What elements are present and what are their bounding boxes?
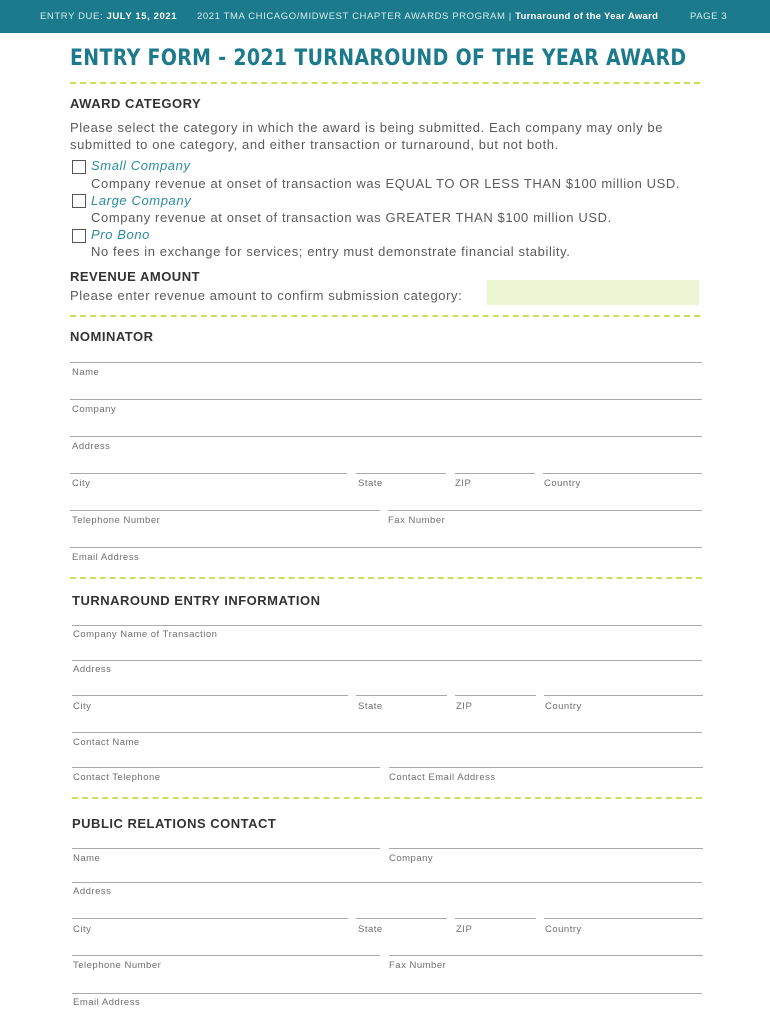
large-company-label: Large Company bbox=[91, 193, 192, 208]
pr-address-line[interactable] bbox=[72, 882, 702, 883]
large-company-checkbox[interactable] bbox=[72, 194, 86, 208]
turnaround-contact-email-line[interactable] bbox=[389, 767, 703, 768]
nominator-city-line[interactable] bbox=[70, 473, 347, 474]
pr-company-line[interactable] bbox=[389, 848, 703, 849]
nominator-city-label: City bbox=[72, 478, 91, 489]
turnaround-city-label: City bbox=[73, 701, 92, 712]
pr-telephone-line[interactable] bbox=[72, 955, 380, 956]
nominator-address-label: Address bbox=[72, 441, 111, 452]
page-title: ENTRY FORM - 2021 TURNAROUND OF THE YEAR AWARD bbox=[70, 46, 687, 71]
nominator-email-label: Email Address bbox=[72, 552, 140, 563]
program-name: 2021 TMA CHICAGO/MIDWEST CHAPTER AWARDS PROGRAM | bbox=[197, 11, 512, 22]
nominator-state-label: State bbox=[358, 478, 383, 489]
nominator-fax-line[interactable] bbox=[388, 510, 702, 511]
nominator-country-label: Country bbox=[544, 478, 581, 489]
pr-telephone-label: Telephone Number bbox=[73, 960, 162, 971]
turnaround-zip-line[interactable] bbox=[455, 695, 536, 696]
entry-due-label: ENTRY DUE: bbox=[40, 11, 104, 22]
nominator-zip-label: ZIP bbox=[455, 478, 472, 489]
pr-zip-label: ZIP bbox=[456, 924, 473, 935]
pr-email-line[interactable] bbox=[72, 993, 702, 994]
large-company-description: Company revenue at onset of transaction was GREATER THAN $100 million USD. bbox=[91, 210, 612, 225]
nominator-telephone-line[interactable] bbox=[70, 510, 380, 511]
pr-fax-line[interactable] bbox=[389, 955, 703, 956]
pr-email-label: Email Address bbox=[73, 997, 141, 1008]
turnaround-country-label: Country bbox=[545, 701, 582, 712]
nominator-name-label: Name bbox=[72, 367, 100, 378]
turnaround-company-line[interactable] bbox=[72, 625, 702, 626]
divider bbox=[70, 315, 700, 317]
turnaround-zip-label: ZIP bbox=[456, 701, 473, 712]
small-company-label: Small Company bbox=[91, 158, 191, 173]
revenue-amount-field[interactable] bbox=[487, 280, 699, 305]
pr-name-label: Name bbox=[73, 853, 101, 864]
pr-name-line[interactable] bbox=[72, 848, 380, 849]
turnaround-contact-telephone-label: Contact Telephone bbox=[73, 772, 161, 783]
divider bbox=[72, 797, 702, 799]
turnaround-address-line[interactable] bbox=[72, 660, 702, 661]
award-name: Turnaround of the Year Award bbox=[515, 11, 659, 22]
program-title bbox=[197, 11, 658, 22]
entry-due-date: JULY 15, 2021 bbox=[106, 11, 178, 22]
nominator-heading: NOMINATOR bbox=[70, 329, 154, 344]
turnaround-company-label: Company Name of Transaction bbox=[73, 629, 218, 640]
header-bar bbox=[0, 0, 770, 33]
pr-city-label: City bbox=[73, 924, 92, 935]
nominator-email-line[interactable] bbox=[70, 547, 702, 548]
turnaround-country-line[interactable] bbox=[544, 695, 703, 696]
pr-fax-label: Fax Number bbox=[389, 960, 447, 971]
instructions-line-1: Please select the category in which the award is being submitted. Each company may only be bbox=[70, 120, 664, 135]
turnaround-city-line[interactable] bbox=[72, 695, 348, 696]
pr-company-label: Company bbox=[389, 853, 434, 864]
pro-bono-description: No fees in exchange for services; entry must demonstrate financial stability. bbox=[91, 244, 571, 259]
pr-state-label: State bbox=[358, 924, 383, 935]
award-category-heading: AWARD CATEGORY bbox=[70, 96, 202, 111]
pro-bono-checkbox[interactable] bbox=[72, 229, 86, 243]
turnaround-state-line[interactable] bbox=[356, 695, 447, 696]
divider bbox=[70, 82, 700, 84]
nominator-company-label: Company bbox=[72, 404, 117, 415]
turnaround-contact-name-label: Contact Name bbox=[73, 737, 140, 748]
nominator-state-line[interactable] bbox=[356, 473, 446, 474]
pr-contact-heading: PUBLIC RELATIONS CONTACT bbox=[72, 816, 277, 831]
revenue-heading: REVENUE AMOUNT bbox=[70, 269, 201, 284]
turnaround-contact-email-label: Contact Email Address bbox=[389, 772, 496, 783]
turnaround-state-label: State bbox=[358, 701, 383, 712]
turnaround-contact-name-line[interactable] bbox=[72, 732, 702, 733]
pr-city-line[interactable] bbox=[72, 918, 348, 919]
divider bbox=[70, 577, 702, 579]
turnaround-contact-telephone-line[interactable] bbox=[72, 767, 380, 768]
page-number: PAGE 3 bbox=[690, 11, 728, 22]
pr-zip-line[interactable] bbox=[455, 918, 536, 919]
entry-due bbox=[40, 11, 177, 22]
small-company-description: Company revenue at onset of transaction was EQUAL TO OR LESS THAN $100 million USD. bbox=[91, 176, 681, 191]
small-company-checkbox[interactable] bbox=[72, 160, 86, 174]
pr-country-line[interactable] bbox=[544, 918, 703, 919]
pr-address-label: Address bbox=[73, 886, 112, 897]
nominator-address-line[interactable] bbox=[70, 436, 702, 437]
nominator-telephone-label: Telephone Number bbox=[72, 515, 161, 526]
nominator-company-line[interactable] bbox=[70, 399, 702, 400]
nominator-fax-label: Fax Number bbox=[388, 515, 446, 526]
pr-state-line[interactable] bbox=[356, 918, 447, 919]
pr-country-label: Country bbox=[545, 924, 582, 935]
nominator-country-line[interactable] bbox=[543, 473, 702, 474]
turnaround-heading: TURNAROUND ENTRY INFORMATION bbox=[72, 593, 321, 608]
instructions-line-2: submitted to one category, and either transaction or turnaround, but not both. bbox=[70, 137, 559, 152]
revenue-prompt: Please enter revenue amount to confirm submission category: bbox=[70, 288, 463, 303]
pro-bono-label: Pro Bono bbox=[91, 227, 151, 242]
turnaround-address-label: Address bbox=[73, 664, 112, 675]
nominator-zip-line[interactable] bbox=[455, 473, 535, 474]
nominator-name-line[interactable] bbox=[70, 362, 702, 363]
